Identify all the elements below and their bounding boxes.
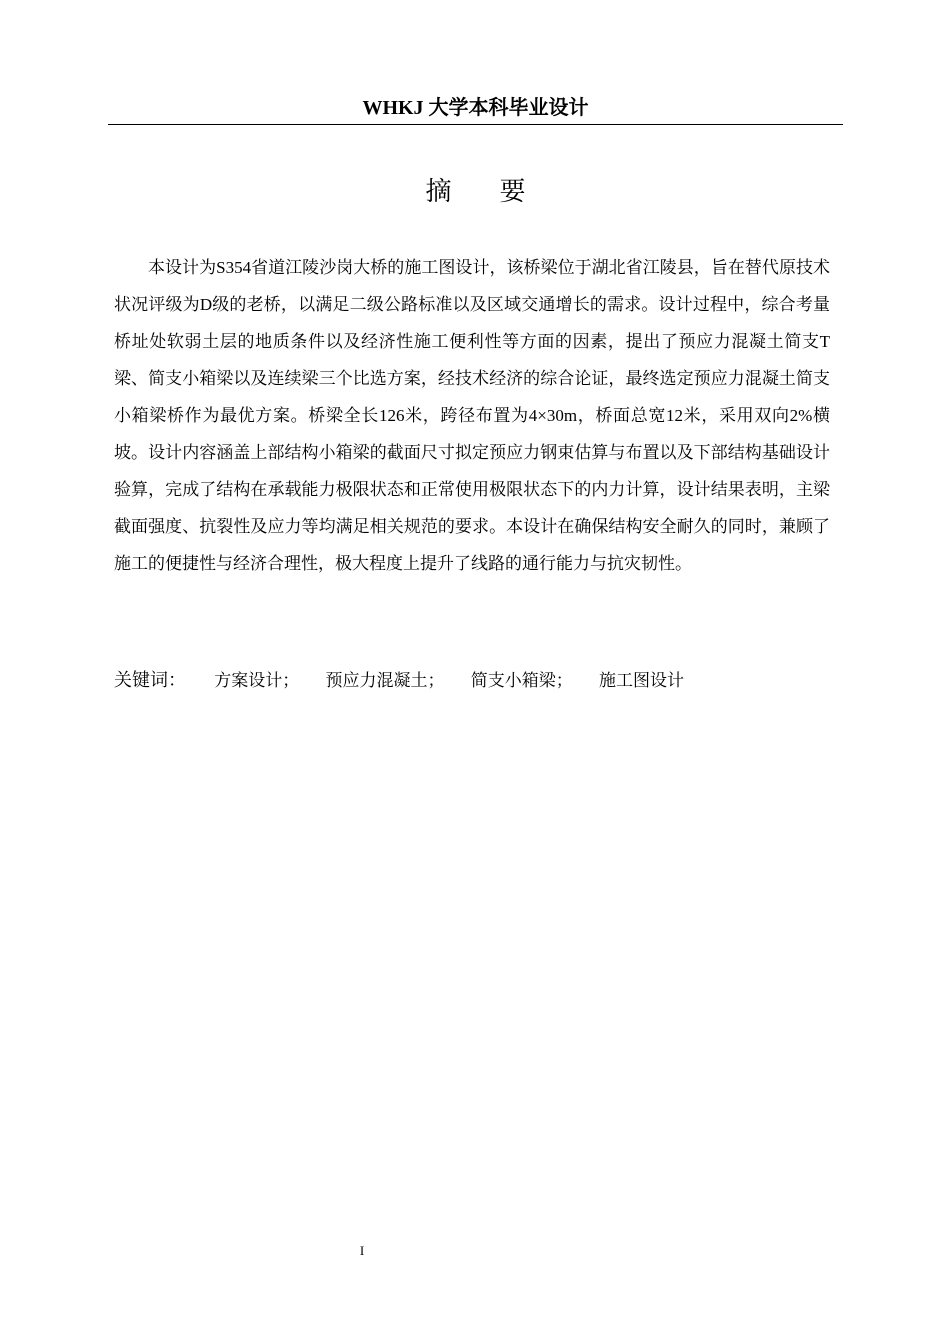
- header-divider: [108, 124, 843, 125]
- keyword-item: 方案设计；: [214, 671, 300, 690]
- keyword-item: 预应力混凝土；: [325, 671, 445, 690]
- abstract-heading: 摘要: [425, 177, 574, 207]
- keyword-item: 施工图设计: [599, 671, 684, 690]
- page-header-title: WHKJ 大学本科毕业设计: [362, 97, 589, 119]
- keyword-item: 简支小箱梁；: [470, 671, 573, 690]
- keywords-line: [114, 664, 830, 698]
- page-number: I: [359, 1243, 365, 1258]
- abstract-body: 本设计为S354省道江陵沙岗大桥的施工图设计，该桥梁位于湖北省江陵县，旨在替代原技术状况评级为D级的老桥，以满足二级公路标准以及区域交通增长的需求。设计过程中，综合考量桥址处软弱土层的地质条件以及经济性施工便利性等方面的因素，提出了预应力混凝土简支T梁、简支小箱梁以及连续梁三个比选方案，经技术经济的综合论证，最终选定预应力混凝土简支小箱梁桥作为最优方案。桥梁全长126米，跨径布置为4×30m，桥面总宽12米，采用双向2%横坡。设计内容涵盖上部结构小箱梁的截面尺寸拟定预应力钢束估算与布置以及下部结构基础设计验算，完成了结构在承载能力极限状态和正常使用极限状态下的内力计算，设计结果表明，主梁截面强度、抗裂性及应力等均满足相关规范的要求。本设计在确保结构安全耐久的同时，兼顾了施工的便捷性与经济合理性，极大程度上提升了线路的通行能力与抗灾韧性。: [114, 258, 830, 573]
- keywords-label: 关键词：: [114, 670, 186, 691]
